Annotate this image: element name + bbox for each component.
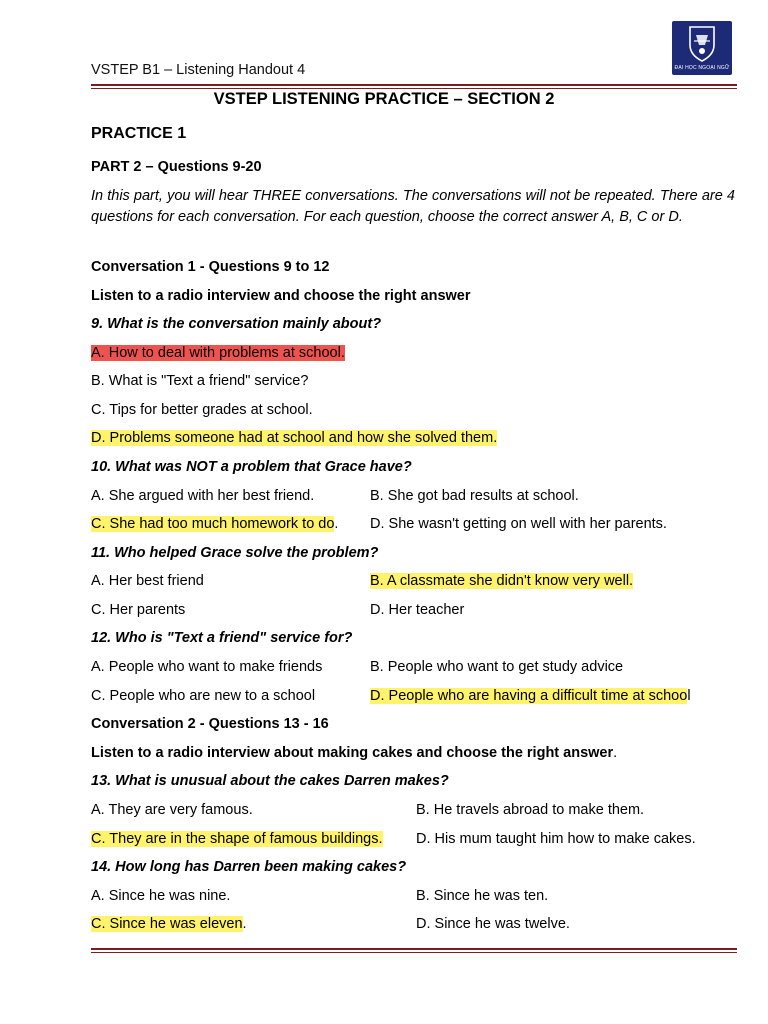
highlight-yellow: C. Since he was eleven (91, 916, 243, 932)
question-9: 9. What is the conversation mainly about? (91, 316, 382, 332)
highlight-red: A. How to deal with problems at school. (91, 345, 345, 361)
highlight-yellow: D. Problems someone had at school and how she solved them. (91, 430, 498, 446)
q11-option-a: A. Her best friend (91, 573, 204, 589)
q10-option-d: D. She wasn't getting on well with her parents. (370, 516, 667, 532)
conversation1-heading: Conversation 1 - Questions 9 to 12 (91, 259, 330, 275)
conversation1-instruction: Listen to a radio interview and choose the right answer (91, 288, 471, 304)
q13-option-a: A. They are very famous. (91, 802, 253, 818)
q14-option-c (91, 915, 247, 933)
q10-option-a: A. She argued with her best friend. (91, 488, 315, 504)
q9-option-c: C. Tips for better grades at school. (91, 402, 313, 418)
header-rule (91, 84, 737, 86)
document-title: VSTEP LISTENING PRACTICE – SECTION 2 (213, 90, 555, 108)
footer-rule-thin (91, 952, 737, 953)
q10-option-c-rest: . (334, 516, 339, 532)
q13-option-d: D. His mum taught him how to make cakes. (416, 831, 696, 847)
q13-option-b: B. He travels abroad to make them. (416, 802, 645, 818)
q10-option-c (91, 515, 338, 533)
q12-option-c: C. People who are new to a school (91, 688, 316, 704)
q14-option-c-rest: . (242, 916, 247, 932)
part-heading: PART 2 – Questions 9-20 (91, 159, 262, 175)
handout-title: VSTEP B1 – Listening Handout 4 (91, 62, 306, 78)
q12-option-a: A. People who want to make friends (91, 659, 323, 675)
q14-option-d: D. Since he was twelve. (416, 916, 570, 932)
highlight-yellow: C. She had too much homework to do (91, 516, 335, 532)
question-10: 10. What was NOT a problem that Grace have? (91, 459, 412, 475)
q13-option-c (91, 830, 383, 848)
q11-option-c: C. Her parents (91, 602, 186, 618)
q12-option-b: B. People who want to get study advice (370, 659, 624, 675)
q10-option-b: B. She got bad results at school. (370, 488, 579, 504)
question-12: 12. Who is "Text a friend" service for? (91, 630, 353, 646)
highlight-yellow: D. People who are having a difficult time at schoo (370, 688, 688, 704)
question-11: 11. Who helped Grace solve the problem? (91, 545, 379, 561)
q12-option-d (370, 687, 691, 705)
highlight-yellow: B. A classmate she didn't know very well. (370, 573, 634, 589)
q14-option-a: A. Since he was nine. (91, 888, 231, 904)
question-14: 14. How long has Darren been making cakes? (91, 859, 407, 875)
intro-paragraph: In this part, you will hear THREE conversations. The conversations will not be repeated. There are 4 questions for each conversation. For each question, choose the correct answer A, B, C or D. (91, 188, 735, 225)
practice-heading: PRACTICE 1 (91, 125, 187, 142)
conversation2-instruction-text: Listen to a radio interview about making cakes and choose the right answer (91, 745, 614, 761)
logo-text: ĐẠI HỌC NGOẠI NGỮ (674, 65, 730, 71)
header-rule-thin (91, 88, 737, 89)
conversation2-instruction-end: . (613, 745, 618, 761)
q9-option-b: B. What is "Text a friend" service? (91, 373, 309, 389)
logo-small-text: ULIS (697, 54, 707, 59)
question-13: 13. What is unusual about the cakes Darren makes? (91, 773, 449, 789)
q14-option-b: B. Since he was ten. (416, 888, 549, 904)
q9-option-a (91, 344, 345, 362)
footer-rule (91, 948, 737, 950)
q9-option-d (91, 429, 497, 447)
q11-option-d: D. Her teacher (370, 602, 465, 618)
conversation2-heading: Conversation 2 - Questions 13 - 16 (91, 716, 329, 732)
crest-icon (672, 21, 732, 65)
university-logo (672, 21, 732, 75)
conversation2-instruction (91, 744, 617, 762)
q11-option-b (370, 572, 633, 590)
highlight-yellow: C. They are in the shape of famous buildings. (91, 831, 383, 847)
q12-option-d-rest: l (687, 688, 691, 704)
